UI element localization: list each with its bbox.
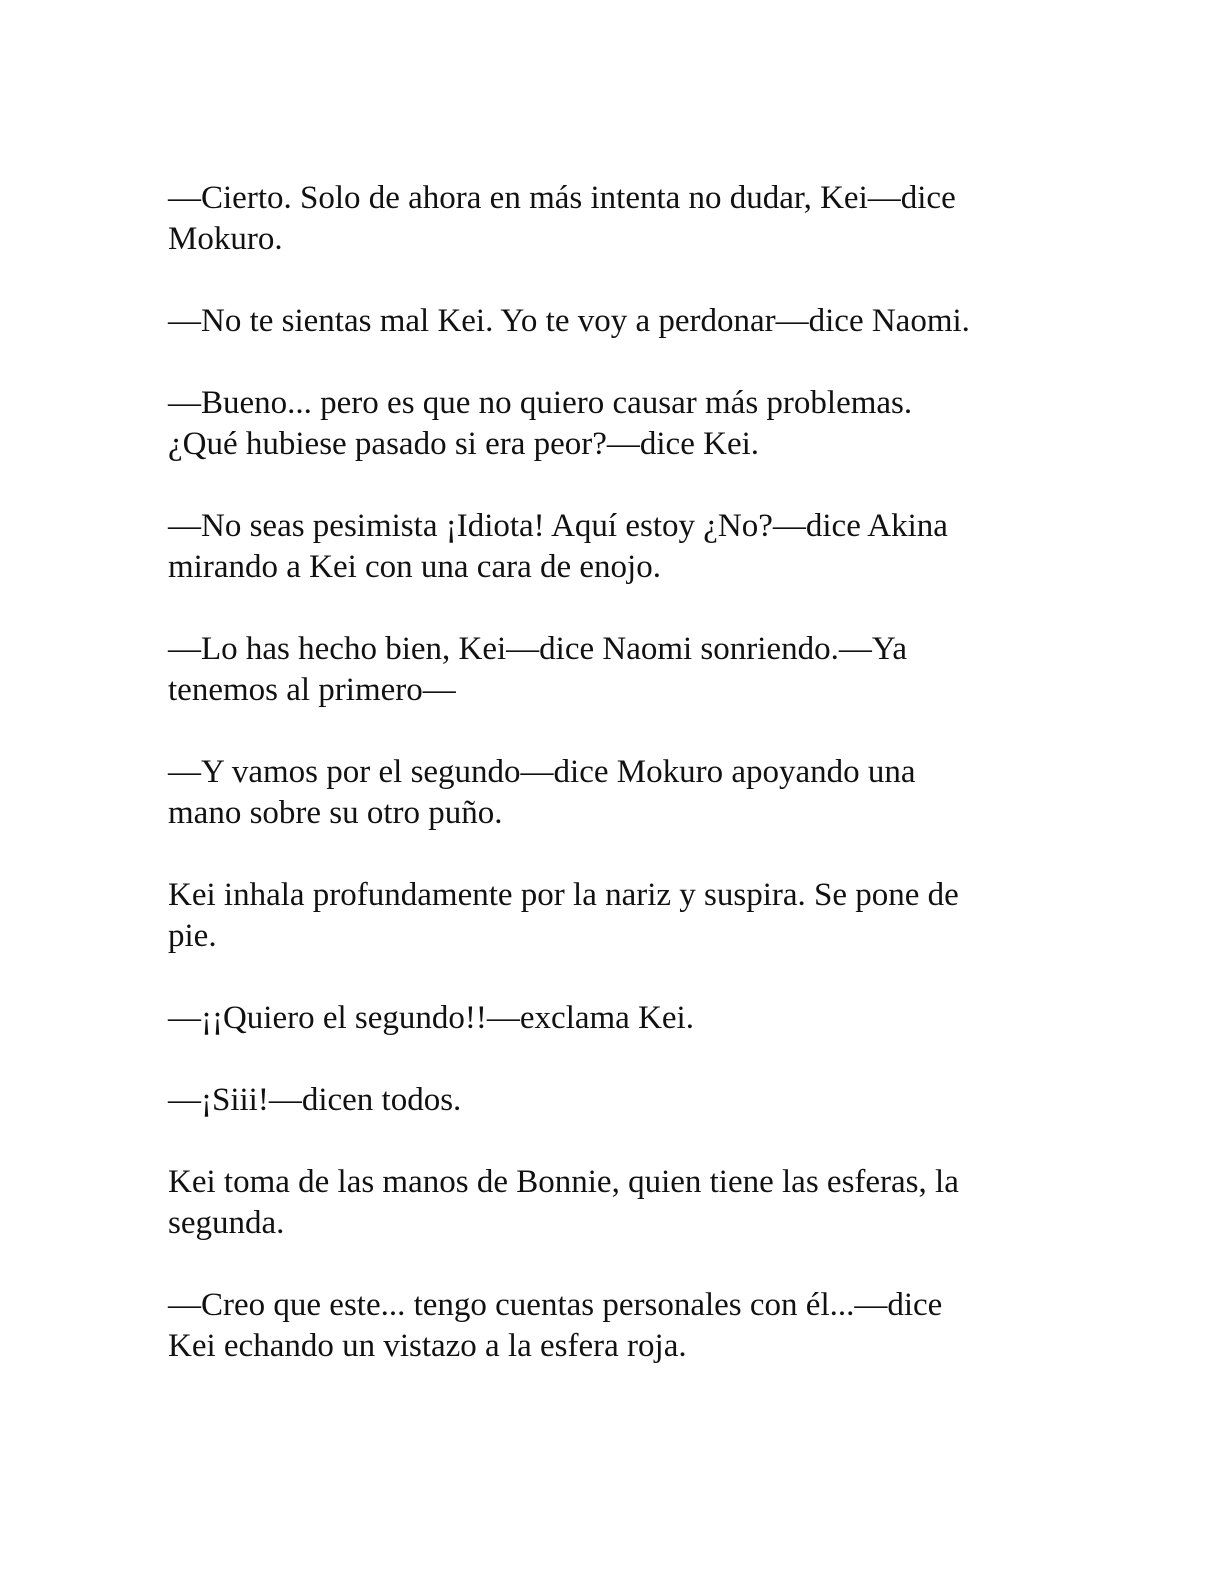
paragraph-3: —Bueno... pero es que no quiero causar más problemas. ¿Qué hubiese pasado si era peor?—dice Kei. [168,385,913,462]
paragraph-1: —Cierto. Solo de ahora en más intenta no dudar, Kei—dice Mokuro. [168,180,956,257]
paragraph-4: —No seas pesimista ¡Idiota! Aquí estoy ¿No?—dice Akina mirando a Kei con una cara de enojo. [168,508,948,585]
paragraph-6: —Y vamos por el segundo—dice Mokuro apoyando una mano sobre su otro puño. [168,754,916,831]
paragraph-7: Kei inhala profundamente por la nariz y suspira. Se pone de pie. [168,877,959,954]
paragraph-8: —¡¡Quiero el segundo!!—exclama Kei. [168,1000,694,1036]
paragraph-11: —Creo que este... tengo cuentas personales con él...—dice Kei echando un vistazo a la esfera roja. [168,1287,943,1364]
paragraph-10: Kei toma de las manos de Bonnie, quien tiene las esferas, la segunda. [168,1164,959,1241]
document-page [168,178,1068,1408]
paragraph-5: —Lo has hecho bien, Kei—dice Naomi sonriendo.—Ya tenemos al primero— [168,631,908,708]
paragraph-2: —No te sientas mal Kei. Yo te voy a perdonar—dice Naomi. [168,303,970,339]
paragraph-9: —¡Siii!—dicen todos. [168,1082,462,1118]
